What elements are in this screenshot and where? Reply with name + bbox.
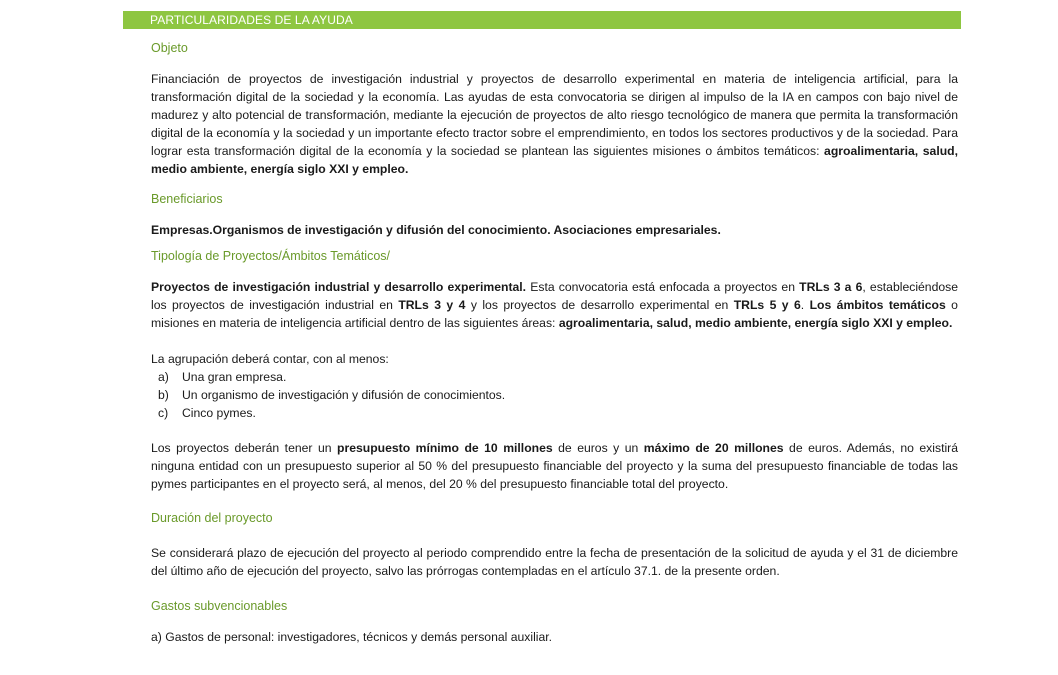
gastos-item-a: a) Gastos de personal: investigadores, técnicos y demás personal auxiliar.	[151, 630, 553, 644]
tipologia-text-4: .	[800, 298, 810, 312]
list-marker: b)	[158, 388, 169, 402]
heading-gastos: Gastos subvencionables	[151, 599, 288, 613]
list-item-text: Una gran empresa.	[182, 370, 287, 384]
tipologia-paragraph	[151, 278, 958, 332]
list-marker: a)	[158, 370, 169, 384]
duracion-text: Se considerará plazo de ejecución del proyecto al periodo comprendido entre la fecha de presentación de la solicitud de ayuda y el 31 de diciembre del último año de ejecución del proyecto, salvo las prórrogas contempladas en el artículo 37.1. de la presente orden.	[151, 546, 958, 578]
heading-duracion: Duración del proyecto	[151, 511, 273, 525]
tipologia-bold-5: Los ámbitos temáticos	[809, 298, 946, 312]
presupuesto-text-3: de euros. Además, no existirá ninguna entidad con un presupuesto superior al 50 % del presupuesto financiable del proyecto y la suma del presupuesto financiable de todas las pymes participantes en el proyecto será, al menos, del 20 % del presupuesto financiable total del proyecto.	[151, 441, 958, 491]
list-item-text: Un organismo de investigación y difusión de conocimientos.	[182, 388, 506, 402]
presupuesto-text-1: Los proyectos deberán tener un	[151, 441, 337, 455]
presupuesto-paragraph	[151, 439, 958, 493]
list-item	[151, 404, 958, 422]
presupuesto-bold-2: máximo de 20 millones	[643, 441, 784, 455]
list-item-text: Cinco pymes.	[182, 406, 256, 420]
tipologia-bold-1: Proyectos de investigación industrial y desarrollo experimental.	[151, 280, 527, 294]
presupuesto-bold-1: presupuesto mínimo de 10 millones	[337, 441, 553, 455]
tipologia-bold-2: TRLs 3 a 6	[799, 280, 863, 294]
objeto-text: Financiación de proyectos de investigación industrial y proyectos de desarrollo experimental en materia de inteligencia artificial, para la transformación digital de la sociedad y la economía. Las ayudas de esta convocatoria se dirigen al impulso de la IA en campos con bajo nivel de madurez y alto potencial de transformación, mediante la ejecución de proyectos de alto riesgo tecnológico de manera que permita la transformación digital de la economía y la sociedad y un importante efecto tractor sobre el emprendimiento, en todos los sectores productivos y de la sociedad. Para lograr esta transformación digital de la economía y la sociedad se plantean las siguientes misiones o ámbitos temáticos:	[151, 72, 958, 158]
tipologia-text-3: y los proyectos de desarrollo experimental en	[465, 298, 734, 312]
heading-beneficiarios: Beneficiarios	[151, 192, 223, 206]
tipologia-text-1: Esta convocatoria está enfocada a proyectos en	[526, 280, 800, 294]
tipologia-bold-4: TRLs 5 y 6	[733, 298, 801, 312]
document-body	[151, 30, 958, 646]
tipologia-text-2: , estableciéndose los proyectos de investigación industrial en	[151, 280, 959, 312]
list-item	[151, 368, 958, 386]
tipologia-bold-3: TRLs 3 y 4	[398, 298, 466, 312]
objeto-bold: agroalimentaria, salud, medio ambiente, energía siglo XXI y empleo.	[151, 144, 958, 176]
presupuesto-text-2: de euros y un	[552, 441, 644, 455]
beneficiarios-text: Empresas.Organismos de investigación y difusión del conocimiento. Asociaciones empresariales.	[151, 223, 721, 237]
heading-tipologia: Tipología de Proyectos/Ámbitos Temáticos/	[151, 249, 391, 263]
objeto-paragraph	[151, 70, 958, 178]
tipologia-bold-6: agroalimentaria, salud, medio ambiente, energía siglo XXI y empleo.	[558, 316, 953, 330]
heading-objeto: Objeto	[151, 41, 188, 55]
agrupacion-text: La agrupación deberá contar, con al menos:	[151, 352, 389, 366]
list-marker: c)	[158, 406, 169, 420]
tipologia-text-5: o misiones en materia de inteligencia artificial dentro de las siguientes áreas:	[151, 298, 958, 330]
list-item	[151, 386, 958, 404]
section-banner: PARTICULARIDADES DE LA AYUDA	[123, 11, 961, 29]
